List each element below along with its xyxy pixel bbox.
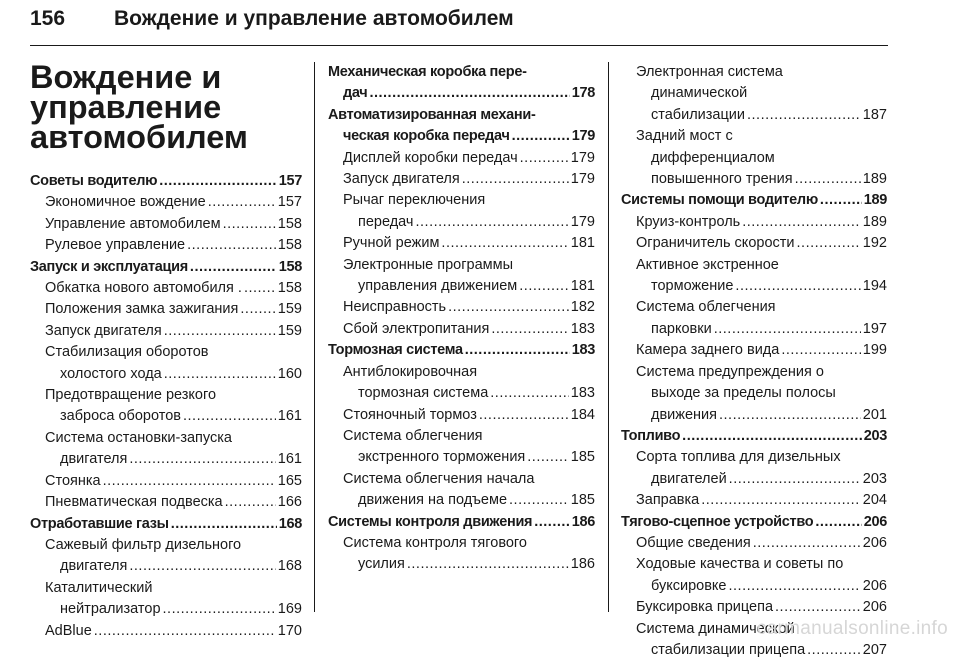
toc-page-number: 161 [277,408,302,425]
toc-page-number: 179 [571,128,595,145]
dot-leader [465,340,570,361]
toc-page-number: 185 [570,492,595,509]
toc-page-number: 181 [570,278,595,295]
toc-page-number: 207 [862,641,887,658]
toc-subsection-entry[interactable] [621,490,887,511]
toc-entry-text: движения [651,406,717,423]
toc-subsection-entry[interactable] [328,297,595,318]
toc-entry-text: Сорта топлива для дизельных [636,449,841,466]
toc-entry-text: Заправка [636,492,700,509]
toc-entry-text: Антиблокировочная [343,363,478,380]
toc-section-entry[interactable] [328,105,595,148]
toc-subsection-entry[interactable] [30,278,302,299]
toc-entry-text: Система динамической [636,620,795,637]
toc-subsection-entry[interactable] [328,469,595,512]
dot-leader [369,83,569,104]
toc-subsection-entry[interactable] [328,405,595,426]
toc-page-number: 158 [278,258,302,275]
toc-page-number: 158 [277,280,302,297]
toc-subsection-entry[interactable] [328,190,595,233]
dot-leader [94,621,276,642]
dot-leader [781,340,860,361]
toc-entry-text: Механическая коробка пере- [328,64,527,80]
toc-entry-text: Ручной режим [343,235,440,252]
toc-subsection-entry[interactable] [621,597,887,618]
toc-entry-text: Система облегчения начала [343,470,535,487]
toc-entry-text: Отработавшие газы [30,515,169,532]
toc-subsection-entry[interactable] [30,578,302,621]
dot-leader [491,319,568,340]
dot-leader [682,426,862,447]
toc-entry-text: Рычаг переключения [343,192,486,209]
toc-entry-text: Электронные программы [343,256,514,273]
toc-subsection-entry[interactable] [328,255,595,298]
toc-entry-text: Запуск и эксплуатация [30,258,188,275]
toc-column-3 [621,62,887,661]
toc-entry-text: движения на подъеме [358,492,508,509]
toc-entry-text: повышенного трения [651,171,793,188]
toc-entry-text: AdBlue [45,622,92,639]
dot-leader [223,214,276,235]
running-title: Вождение и управление автомобилем [114,7,514,30]
dot-leader [735,276,860,297]
toc-entries [328,62,595,576]
dot-leader [171,514,277,535]
toc-entry-text: Система облегчения [636,299,776,316]
toc-entry-text: Советы водителю [30,173,158,189]
toc-entry-text: холостого хода [60,365,162,382]
toc-page-number: 201 [862,406,887,423]
toc-entry-text: Пневматическая подвеска [45,494,223,511]
dot-leader [714,319,861,340]
dot-leader [512,126,570,147]
toc-section-entry[interactable] [30,257,302,278]
dot-leader [163,599,276,620]
dot-leader [208,192,276,213]
toc-entry-text: Стояночный тормоз [343,406,477,423]
dot-leader [490,383,569,404]
toc-page-number: 166 [277,494,302,511]
toc-entry-text: Стабилизация оборотов [45,344,209,361]
toc-page-number: 206 [862,599,887,616]
toc-entry-text: Система остановки-запуска [45,429,232,446]
toc-subsection-entry[interactable] [30,321,302,342]
toc-entry-text: Система предупреждения о [636,363,824,380]
toc-entry-text: Электронная система [636,64,783,80]
toc-entry-text: Стоянка [45,472,101,489]
column-divider [314,62,315,612]
toc-entry-text: Запуск двигателя [343,171,460,188]
toc-entry-text: Тягово-сцепное устройство [621,513,814,530]
dot-leader [462,169,569,190]
dot-leader [797,233,861,254]
toc-entry-text: Топливо [621,427,681,444]
dot-leader [807,640,861,661]
toc-page-number: 168 [278,515,302,532]
toc-page-number: 206 [863,513,887,530]
toc-entry-text: парковки [651,320,712,337]
toc-section-entry[interactable] [621,190,887,211]
toc-subsection-entry[interactable] [328,362,595,405]
toc-subsection-entry[interactable] [621,533,887,554]
toc-subsection-entry[interactable] [30,471,302,492]
toc-subsection-entry[interactable] [621,62,887,126]
toc-page-number: 181 [570,235,595,252]
column-divider [608,62,609,612]
dot-leader [129,449,275,470]
toc-page-number: 183 [571,342,595,359]
dot-leader [441,233,568,254]
toc-entry-text: усилия [358,556,405,573]
toc-page-number: 184 [570,406,595,423]
dot-leader [448,297,569,318]
toc-section-entry[interactable] [328,340,595,361]
toc-section-entry[interactable] [621,426,887,447]
dot-leader [164,321,276,342]
chapter-title-line: управление [30,89,222,125]
toc-entry-text: Активное экстренное [636,256,779,273]
toc-entry-text: двигателя [60,558,128,575]
toc-section-entry[interactable] [328,512,595,533]
dot-leader [225,492,276,513]
toc-section-entry[interactable] [621,512,887,533]
dot-leader [747,105,861,126]
dot-leader [753,533,861,554]
toc-page-number: 179 [570,171,595,188]
toc-entry-text: двигателя [60,451,128,468]
toc-page-number: 194 [862,278,887,295]
toc-entry-text: Ограничитель скорости [636,235,795,252]
toc-subsection-entry[interactable] [30,492,302,513]
toc-page-number: 182 [570,299,595,316]
toc-page-number: 203 [862,470,887,487]
toc-entry-text: Предотвращение резкого [45,387,217,404]
toc-page-number: 206 [862,534,887,551]
chapter-title-line: автомобилем [30,119,248,155]
toc-subsection-entry[interactable] [328,533,595,576]
toc-subsection-entry[interactable] [621,554,887,597]
toc-column-2 [328,62,595,576]
toc-subsection-entry[interactable] [621,447,887,490]
toc-page-number: 203 [863,427,887,444]
toc-page-number: 204 [862,492,887,509]
toc-entry-text: Общие сведения [636,534,751,551]
dot-leader [240,299,275,320]
toc-entry-text: Автоматизированная механи- [328,106,536,123]
toc-entry-text: Неисправность [343,299,447,316]
toc-entry-text: дач [343,85,368,102]
toc-page-number: 159 [277,322,302,339]
toc-entry-text: Камера заднего вида [636,342,780,359]
toc-subsection-entry[interactable] [30,192,302,213]
toc-entry-text: Системы помощи водителю [621,192,818,209]
toc-entry-text: Буксировка прицепа [636,599,774,616]
dot-leader [103,471,276,492]
toc-entry-text: выходе за пределы полосы [651,385,836,402]
toc-entry-text: Системы контроля движения [328,513,533,530]
dot-leader [534,512,569,533]
dot-leader [729,576,861,597]
dot-leader [244,278,276,299]
toc-entry-text: стабилизации [651,106,745,123]
toc-entry-text: Запуск двигателя [45,322,162,339]
dot-leader [164,364,276,385]
toc-entry-text: двигателей [651,470,727,487]
toc-subsection-entry[interactable] [30,535,302,578]
toc-page-number: 168 [277,558,302,575]
dot-leader [527,447,569,468]
toc-page-number: 165 [277,472,302,489]
dot-leader [159,171,276,192]
toc-entry-text: Сбой электропитания [343,320,490,337]
toc-page-number: 197 [862,320,887,337]
toc-subsection-entry[interactable] [328,319,595,340]
toc-entry-text: управления движением [358,278,518,295]
dot-leader [520,148,569,169]
toc-page-number: 158 [277,215,302,232]
toc-subsection-entry[interactable] [30,299,302,320]
toc-subsection-entry[interactable] [328,169,595,190]
toc-entry-text: стабилизации прицепа [651,641,806,658]
dot-leader [519,276,569,297]
toc-entry-text: Рулевое управление [45,237,186,254]
toc-entries [30,171,302,642]
toc-column-1 [30,59,302,642]
dot-leader [701,490,861,511]
dot-leader [719,405,861,426]
toc-page-number: 179 [570,149,595,166]
toc-page-number: 185 [570,449,595,466]
dot-leader [820,190,862,211]
toc-subsection-entry[interactable] [621,340,887,361]
toc-page-number: 192 [862,235,887,252]
toc-entries [621,62,887,661]
dot-leader [509,490,569,511]
toc-section-entry[interactable] [30,514,302,535]
toc-page-number: 169 [277,601,302,618]
watermark: carmanualsonline.info [756,618,948,639]
toc-entry-text: Экономичное вождение [45,194,206,211]
toc-subsection-entry[interactable] [621,126,887,190]
toc-entry-text: буксировке [651,577,727,594]
toc-page-number: 179 [570,213,595,230]
toc-entry-text: ческая коробка передач [343,128,510,145]
toc-subsection-entry[interactable] [621,233,887,254]
toc-entry-text: динамической [651,85,748,102]
toc-subsection-entry[interactable] [621,362,887,426]
dot-leader [190,257,277,278]
toc-page-number: 170 [277,622,302,639]
toc-entry-text: Дисплей коробки передач [343,149,518,166]
dot-leader [407,554,569,575]
toc-page-number: 189 [862,171,887,188]
toc-page-number: 157 [278,173,302,189]
toc-subsection-entry[interactable] [30,428,302,471]
toc-subsection-entry[interactable] [621,255,887,298]
toc-page-number: 183 [570,385,595,402]
toc-page-number: 161 [277,451,302,468]
toc-subsection-entry[interactable] [328,148,595,169]
toc-page-number: 186 [570,556,595,573]
toc-entry-text: торможение [651,278,734,295]
chapter-title-line: Вождение и [30,59,222,95]
toc-section-entry[interactable] [328,62,595,105]
toc-entry-text: Задний мост с [636,128,733,145]
toc-subsection-entry[interactable] [30,385,302,428]
toc-entry-text: нейтрализатор [60,601,161,618]
dot-leader [183,406,276,427]
toc-subsection-entry[interactable] [30,235,302,256]
toc-page-number: 183 [570,320,595,337]
toc-entry-text: Обкатка нового автомобиля . [45,280,242,297]
dot-leader [795,169,861,190]
toc-entry-text: передач [358,213,414,230]
toc-entry-text: дифференциалом [651,149,775,166]
toc-page-number: 186 [571,513,595,530]
toc-entry-text: заброса оборотов [60,408,181,425]
toc-page-number: 158 [277,237,302,254]
toc-entry-text: Тормозная система [328,342,463,359]
toc-page-number: 187 [862,106,887,123]
toc-page-number: 159 [277,301,302,318]
toc-subsection-entry[interactable] [621,297,887,340]
dot-leader [187,235,276,256]
toc-page-number: 199 [862,342,887,359]
dot-leader [729,469,861,490]
toc-page-number: 189 [863,192,887,209]
page-header [30,6,888,46]
toc-entry-text: Система облегчения [343,427,483,444]
toc-entry-text: Круиз-контроль [636,213,741,230]
toc-entry-text: Система контроля тягового [343,534,527,551]
toc-subsection-entry[interactable] [328,426,595,469]
dot-leader [815,512,861,533]
toc-page-number: 178 [571,85,595,102]
toc-entry-text: Ходовые качества и советы по [636,556,844,573]
dot-leader [479,405,569,426]
toc-subsection-entry[interactable] [30,342,302,385]
toc-entry-text: Каталитический [45,579,153,596]
toc-subsection-entry[interactable] [621,212,887,233]
toc-subsection-entry[interactable] [328,233,595,254]
chapter-title [30,59,302,155]
dot-leader [775,597,861,618]
toc-entry-text: тормозная система [358,385,489,402]
toc-page-number: 206 [862,577,887,594]
toc-entry-text: экстренного торможения [358,449,526,466]
dot-leader [416,212,569,233]
toc-page-number: 160 [277,365,302,382]
toc-page-number: 189 [862,213,887,230]
toc-entry-text: Сажевый фильтр дизельного [45,536,242,553]
page-number: 156 [30,7,66,30]
toc-subsection-entry[interactable] [30,214,302,235]
toc-section-entry[interactable] [30,171,302,192]
toc-subsection-entry[interactable] [30,621,302,642]
toc-page-number: 157 [277,194,302,211]
toc-entry-text: Управление автомобилем [45,215,221,232]
dot-leader [129,556,275,577]
dot-leader [742,212,861,233]
toc-entry-text: Положения замка зажигания [45,301,239,318]
